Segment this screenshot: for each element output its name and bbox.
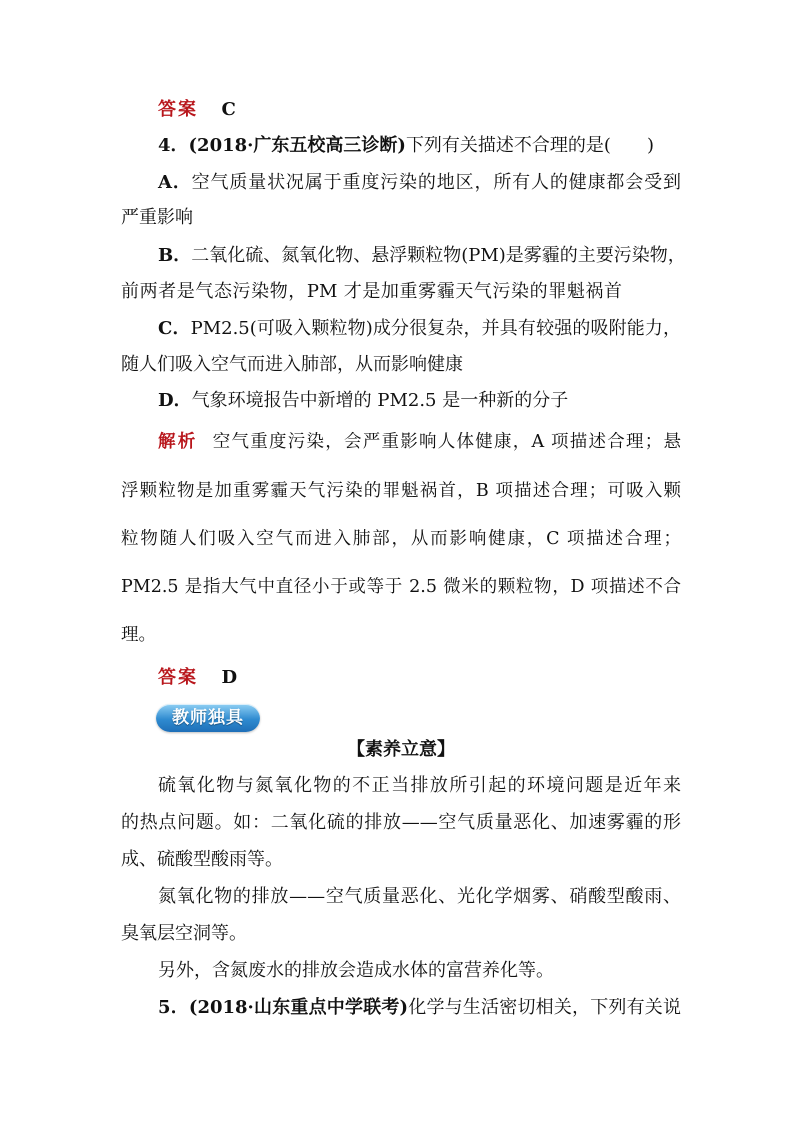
option-letter: B．	[158, 245, 192, 266]
option-a-line2: 严重影响	[121, 207, 193, 228]
section-title: 【素养立意】	[347, 739, 455, 760]
teacher-exclusive-badge: 教师独具	[156, 704, 260, 732]
section-p2-line2: 臭氧层空洞等。	[121, 923, 247, 944]
section-p1-line2: 的热点问题。如：二氧化硫的排放——空气质量恶化、加速雾霾的形	[121, 812, 681, 833]
answer-label: 答案	[158, 667, 198, 688]
question-5-stem	[158, 996, 681, 1020]
explanation-label: 解析	[158, 432, 198, 452]
question-4-stem	[158, 134, 718, 158]
option-b-line2: 前两者是气态污染物，PM 才是加重雾霾天气污染的罪魁祸首	[121, 281, 622, 302]
explanation-line2: 浮颗粒物是加重雾霾天气污染的罪魁祸首，B 项描述合理；可吸入颗	[121, 481, 681, 501]
option-d-line1	[158, 389, 718, 413]
option-letter: C．	[158, 318, 191, 339]
explanation-text: 空气重度污染，会严重影响人体健康，A 项描述合理；悬	[211, 432, 682, 452]
option-text: PM2.5(可吸入颗粒物)成分很复杂，并具有较强的吸附能力，	[190, 318, 681, 339]
option-letter: A．	[158, 172, 192, 193]
answer-c	[158, 98, 718, 122]
question-number: 5．	[158, 997, 189, 1018]
section-p2-line1: 氮氧化物的排放——空气质量恶化、光化学烟雾、硝酸型酸雨、	[158, 886, 681, 907]
option-a-line1	[158, 171, 681, 195]
question-source: (2018·山东重点中学联考)	[188, 997, 409, 1018]
question-text: 下列有关描述不合理的是( )	[405, 135, 654, 156]
option-c-line1	[158, 317, 681, 341]
option-text: 二氧化硫、氮氧化物、悬浮颗粒物(PM)是雾霾的主要污染物，	[191, 245, 686, 266]
answer-value: C	[221, 99, 236, 120]
explanation-line4: PM2.5 是指大气中直径小于或等于 2.5 微米的颗粒物，D 项描述不合	[121, 577, 681, 597]
explanation-line3: 粒物随人们吸入空气而进入肺部，从而影响健康，C 项描述合理；	[121, 529, 681, 549]
option-text: 空气质量状况属于重度污染的地区，所有人的健康都会受到	[191, 172, 681, 193]
section-p3-line1: 另外，含氮废水的排放会造成水体的富营养化等。	[158, 960, 554, 981]
explanation-line5: 理。	[121, 625, 156, 645]
section-p1-line3: 成、硫酸型酸雨等。	[121, 849, 283, 870]
option-b-line1	[158, 244, 686, 268]
explanation-line1	[158, 430, 681, 454]
question-source: (2018·广东五校高三诊断)	[188, 135, 406, 156]
answer-label: 答案	[158, 99, 198, 120]
option-c-line2: 随人们吸入空气而进入肺部，从而影响健康	[121, 354, 463, 375]
question-number: 4．	[158, 135, 189, 156]
option-letter: D．	[158, 390, 192, 411]
question-text: 化学与生活密切相关，下列有关说	[408, 997, 681, 1018]
answer-d	[158, 666, 718, 690]
answer-value: D	[221, 667, 238, 688]
option-text: 气象环境报告中新增的 PM2.5 是一种新的分子	[191, 390, 569, 411]
section-p1-line1: 硫氧化物与氮氧化物的不正当排放所引起的环境问题是近年来	[158, 775, 681, 796]
